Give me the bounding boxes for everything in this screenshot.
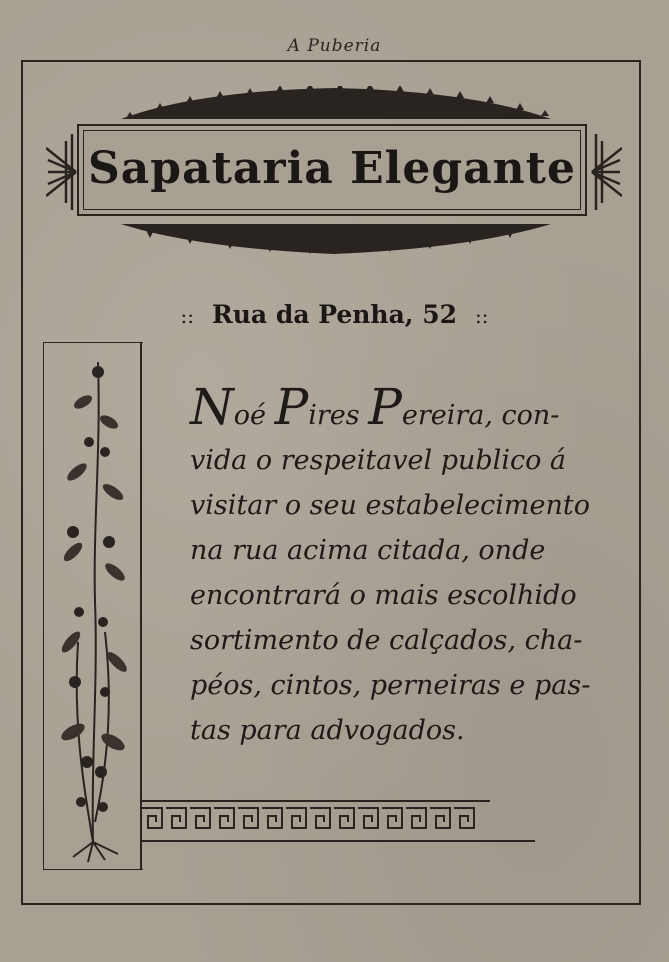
dropcap-p2: P bbox=[368, 378, 402, 436]
name-part-2: ires bbox=[308, 400, 369, 431]
body-line-7: péos, cintos, perneiras e pas- bbox=[190, 670, 591, 701]
title-box bbox=[77, 124, 587, 216]
bottom-rule bbox=[140, 840, 535, 842]
address-dots-right: :: bbox=[475, 304, 489, 328]
body-line-3: visitar o seu estabelecimento bbox=[190, 490, 590, 521]
body-line-5: encontrará o mais escolhido bbox=[190, 580, 577, 611]
body-line-6: sortimento de calçados, cha- bbox=[190, 625, 583, 656]
address-dots-left: :: bbox=[180, 304, 194, 328]
running-head: A Puberia bbox=[287, 36, 382, 56]
body-line-8: tas para advogados. bbox=[190, 715, 465, 746]
name-part-1: oé bbox=[233, 400, 275, 431]
address-line bbox=[0, 300, 669, 329]
greek-fret-band bbox=[140, 800, 500, 838]
street-address: Rua da Penha, 52 bbox=[211, 300, 458, 329]
body-line-4: na rua acima citada, onde bbox=[190, 535, 546, 566]
botanical-illustration bbox=[43, 342, 143, 870]
advertisement-body bbox=[190, 378, 630, 753]
name-part-3: ereira, con- bbox=[401, 400, 560, 431]
dropcap-n: N bbox=[190, 378, 234, 436]
shop-name-title: Sapataria Elegante bbox=[88, 142, 576, 194]
body-line-2: vida o respeitavel publico á bbox=[190, 445, 567, 476]
body-line-1 bbox=[190, 378, 630, 438]
dropcap-p1: P bbox=[274, 378, 309, 436]
